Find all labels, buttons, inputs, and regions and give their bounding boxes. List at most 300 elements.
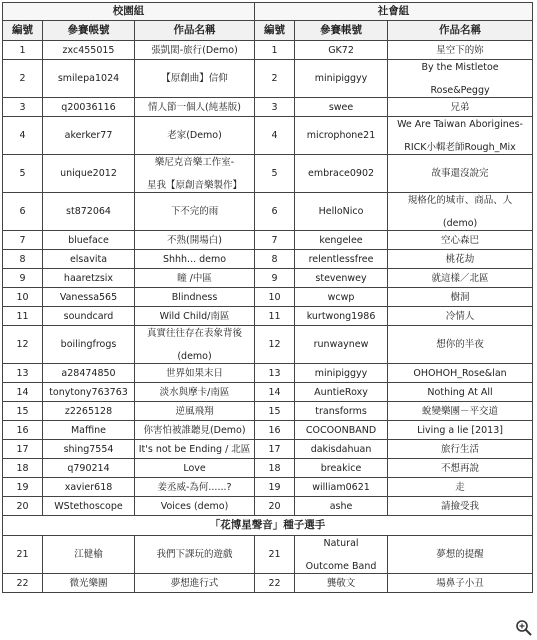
work-title-text: 場鼻子小丑 [436,577,484,589]
account-name [43,402,135,421]
entry-number [3,155,43,193]
work-title [135,478,255,497]
work-title [135,60,255,98]
work-title [388,155,533,193]
account-name-text: akerker77 [64,130,113,141]
entry-number [3,536,43,574]
col-header-no: 編號 [3,21,43,41]
account-name [43,307,135,326]
work-title-text: 空心森巴 [441,234,480,246]
work-title-text: 姜丞威-為何......? [157,481,232,493]
account-name [295,60,388,98]
table-row [3,497,533,516]
work-title-text: We Are Taiwan Aborigines- [397,118,523,130]
entry-number [3,421,43,440]
work-title [388,402,533,421]
work-title [135,269,255,288]
work-title [388,41,533,60]
entry-number [255,307,295,326]
work-title [388,364,533,383]
account-name-text: a28474850 [61,367,116,379]
account-name [43,440,135,459]
account-name-text: embrace0902 [307,168,375,179]
work-title [135,364,255,383]
account-name-text: HelloNico [318,206,364,217]
entry-number [255,574,295,593]
entry-number-text: 3 [19,101,26,113]
work-title-text: 我們下課玩的遊戲 [156,549,233,560]
work-title-text: 逆風飛翔 [175,405,214,417]
account-name-text: shing7554 [63,443,114,455]
account-name [295,41,388,60]
entry-number [3,307,43,326]
entry-number [255,459,295,478]
account-name-text: xavier618 [64,481,113,493]
entry-number-text: 18 [16,462,29,474]
work-title-text: 規格化的城市、商品、人 [407,194,513,206]
account-name-text: ashe [329,500,353,512]
table-row [3,41,533,60]
account-name-text: z2265128 [64,405,113,417]
entry-number [3,326,43,364]
entry-number [255,41,295,60]
entry-number-text: 4 [19,130,26,141]
account-name [295,98,388,117]
account-name-text: william0621 [312,481,370,493]
work-title-text: By the Mistletoe [421,61,499,73]
seed-section-title: 「花博星聲音」種子選手 [3,516,533,536]
entry-number-text: 15 [16,405,29,417]
work-title-text-line2: Rose&Peggy [430,84,490,96]
entry-number [255,231,295,250]
table-row [3,326,533,364]
entry-number-text: 20 [268,500,281,512]
work-title-text: 旅行生活 [441,443,480,455]
account-name-text: AuntieRoxy [314,386,368,398]
col-header-no: 編號 [255,21,295,41]
account-name-text: q790214 [67,462,110,474]
entry-number-text: 18 [268,462,281,474]
table-row [3,269,533,288]
entry-number [3,41,43,60]
table-row [3,478,533,497]
entry-number-text: 4 [271,130,278,141]
work-title-text: 真實往往存在表象背後 [147,327,243,339]
account-name [295,364,388,383]
entry-number-text: 9 [19,272,26,284]
entry-number [255,536,295,574]
entry-number [3,402,43,421]
work-title [135,155,255,193]
account-name [43,421,135,440]
account-name [295,269,388,288]
work-title [135,383,255,402]
entry-number [3,478,43,497]
account-name-text-line2: Outcome Band [305,560,377,572]
account-name [295,155,388,193]
table-row [3,421,533,440]
table-row [3,440,533,459]
work-title [135,459,255,478]
entry-number-text: 5 [19,168,26,179]
account-name-text: blueface [68,234,109,246]
work-title-text: 淡水與摩卡/南區 [159,386,230,398]
account-name-text: tonytony763763 [49,386,128,398]
work-title [388,326,533,364]
entry-number-text: 14 [268,386,281,398]
entry-number [3,117,43,155]
entry-number-text: 10 [16,291,29,303]
entry-number-text: 8 [271,253,278,265]
entry-number-text: 13 [268,367,281,379]
work-title [135,497,255,516]
entry-number [255,155,295,193]
work-title-text: It's not be Ending / 北區 [138,443,251,455]
account-name-text: minipiggyy [314,367,368,379]
entry-number [255,288,295,307]
magnifier-zoom-icon[interactable] [515,619,533,637]
account-name [43,459,135,478]
account-name-text: dakisdahuan [310,443,372,455]
work-title [135,536,255,574]
table-row [3,364,533,383]
account-name [43,155,135,193]
account-name-text: boilingfrogs [60,339,117,350]
work-title-text: 情人節一個人(純基版) [148,101,241,113]
work-title [388,269,533,288]
entry-number-text: 16 [268,424,281,436]
public-group-header: 社會組 [255,3,533,21]
entry-number-text: 5 [271,168,278,179]
work-title [388,60,533,98]
entry-number-text: 1 [19,44,26,56]
entry-number [255,478,295,497]
entry-number-text: 21 [268,549,281,560]
entry-number-text: 16 [16,424,29,436]
work-title-text: 故事還沒說完 [431,168,489,179]
account-name [295,574,388,593]
account-name [295,440,388,459]
work-title-text: 樂尼克音樂工作室- [154,156,235,168]
account-name [43,117,135,155]
work-title [135,421,255,440]
account-name-text: WStethoscope [54,500,123,512]
work-title-text: Wild Child/南區 [159,310,230,322]
account-name [43,326,135,364]
entry-number [3,193,43,231]
account-name-text: kurtwong1986 [306,310,376,322]
work-title-text: 星空下的妳 [436,44,484,56]
work-title-text: Voices (demo) [160,500,229,512]
account-name-text: 江健榆 [74,549,103,560]
work-title [135,250,255,269]
table-row [3,459,533,478]
account-name [43,98,135,117]
work-title [135,307,255,326]
entry-number [3,269,43,288]
entry-number [255,497,295,516]
account-name-text: breakice [320,462,362,474]
entry-number [3,497,43,516]
entry-number [3,574,43,593]
work-title [388,440,533,459]
account-name [295,117,388,155]
table-row [3,307,533,326]
entry-number-text: 22 [16,577,29,589]
account-name [295,536,388,574]
work-title [388,478,533,497]
work-title-text: Blindness [171,291,218,303]
entry-number-text: 11 [16,310,29,322]
work-title-text-line2: (demo) [177,350,212,362]
account-name-text: 龔敬文 [326,577,356,589]
account-name [43,250,135,269]
account-name [43,383,135,402]
entry-number [255,383,295,402]
account-name-text: Natural [323,537,359,549]
account-name-text: kengelee [319,234,363,246]
work-title [388,307,533,326]
account-name [295,231,388,250]
entry-number [255,269,295,288]
table-row [3,60,533,98]
entry-number-text: 14 [16,386,29,398]
account-name [295,288,388,307]
account-name [43,536,135,574]
entry-number-text: 13 [16,367,29,379]
work-title-text: OHOHOH_Rose&lan [413,367,507,379]
account-name [43,269,135,288]
table-row [3,117,533,155]
work-title [135,440,255,459]
work-title [388,574,533,593]
account-name-text: minipiggyy [314,73,368,84]
work-title-text: 你害怕被誰聽見(Demo) [143,424,246,436]
entry-number-text: 17 [268,443,281,455]
table-row [3,288,533,307]
account-name [43,60,135,98]
account-name-text: soundcard [63,310,114,322]
work-title-text: 世界如果末日 [166,367,224,379]
account-name [295,421,388,440]
work-title-text: 老家(Demo) [167,130,222,141]
work-title [388,98,533,117]
entry-number [3,60,43,98]
entry-number [255,421,295,440]
work-title [135,193,255,231]
work-title-text: 夢想的提醒 [436,549,484,560]
work-title-text: 【原創曲】信仰 [161,73,228,84]
entry-number-text: 9 [271,272,278,284]
account-name-text: elsavita [69,253,108,265]
work-title [388,421,533,440]
work-title [388,250,533,269]
work-title [135,402,255,421]
account-name-text: transforms [315,405,367,417]
entry-number [3,98,43,117]
work-title [135,98,255,117]
account-name-text: Maffine [70,424,107,436]
work-title-text: 不熟(開場白) [167,234,222,246]
entry-number [3,440,43,459]
account-name [295,326,388,364]
entry-number-text: 19 [16,481,29,493]
work-title-text: 張凱閎-旅行(Demo) [151,44,238,56]
account-name-text: smilepa1024 [57,73,120,84]
work-title [388,117,533,155]
entry-number-text: 10 [268,291,281,303]
work-title [135,117,255,155]
account-name [43,364,135,383]
entry-number-text: 22 [268,577,281,589]
contest-table [2,2,533,593]
entry-number-text: 12 [268,339,281,350]
account-name [295,402,388,421]
work-title-text: 瞳 /中區 [177,272,212,284]
work-title [135,326,255,364]
work-title [135,41,255,60]
entry-number-text: 20 [16,500,29,512]
entry-number [255,193,295,231]
account-name [43,574,135,593]
table-row [3,402,533,421]
work-title [135,231,255,250]
work-title-text-line2: (demo) [442,217,478,229]
work-title-text: 請撿受我 [441,500,480,512]
account-name [295,497,388,516]
work-title [135,288,255,307]
work-title [135,574,255,593]
entry-number [255,60,295,98]
entry-number-text: 6 [19,206,26,217]
table-row [3,536,533,574]
col-header-account: 參賽帳號 [295,21,388,41]
account-name [43,41,135,60]
entry-number [255,364,295,383]
account-name-text: 微光樂團 [69,577,108,589]
account-name-text: microphone21 [306,130,376,141]
account-name [43,497,135,516]
work-title [388,288,533,307]
entry-number-text: 2 [271,73,278,84]
work-title-text: Living a lie [2013] [417,424,503,436]
work-title [388,497,533,516]
work-title-text: 夢想進行式 [170,577,219,589]
work-title-text-line2: 星我【原創音樂製作】 [147,179,243,191]
entry-number [3,364,43,383]
work-title [388,459,533,478]
work-title-text: Love [183,462,206,474]
entry-number-text: 1 [271,44,278,56]
entry-number-text: 7 [271,234,278,246]
school-group-header: 校園組 [3,3,255,21]
table-row [3,383,533,402]
col-header-account: 參賽帳號 [43,21,135,41]
entry-number [255,250,295,269]
account-name-text: COCOONBAND [305,424,377,436]
work-title-text: 桃花劫 [445,253,475,265]
work-title [388,193,533,231]
account-name [295,478,388,497]
entry-number-text: 15 [268,405,281,417]
account-name [295,250,388,269]
entry-number [3,288,43,307]
table-row [3,250,533,269]
entry-number [3,459,43,478]
entry-number-text: 19 [268,481,281,493]
work-title-text: Shhh... demo [162,253,227,265]
account-name [295,383,388,402]
account-name-text: GK72 [328,44,354,56]
entry-number-text: 11 [268,310,281,322]
account-name-text: haaretzsix [63,272,114,284]
account-name-text: stevenwey [315,272,367,284]
work-title-text: 就這樣／北區 [431,272,489,284]
entry-number [3,231,43,250]
col-header-work: 作品名稱 [135,21,255,41]
table-row [3,193,533,231]
account-name-text: wcwp [327,291,355,303]
account-name-text: swee [328,101,354,113]
entry-number-text: 6 [271,206,278,217]
account-name-text: q20036116 [61,101,116,113]
entry-number [255,117,295,155]
account-name-text: zxc455015 [62,44,115,56]
entry-number [255,402,295,421]
entry-number [255,98,295,117]
work-title-text: 想你的半夜 [436,339,484,350]
entry-number-text: 12 [16,339,29,350]
work-title-text: 下不完的雨 [170,206,219,217]
account-name [43,231,135,250]
table-row [3,574,533,593]
entry-number [255,326,295,364]
account-name [43,288,135,307]
account-name-text: Vanessa565 [59,291,118,303]
table-row [3,155,533,193]
account-name [295,307,388,326]
table-row [3,98,533,117]
entry-number-text: 8 [19,253,26,265]
work-title-text: 不想再說 [441,462,480,474]
account-name [43,193,135,231]
work-title-text: Nothing At All [427,386,493,398]
entry-number [255,440,295,459]
account-name-text: st872064 [66,206,111,217]
entry-number-text: 2 [19,73,26,84]
work-title-text: 冷情人 [445,310,475,322]
work-title-text: 兄弟 [450,101,470,113]
entry-number [3,383,43,402]
entry-number-text: 17 [16,443,29,455]
entry-number-text: 21 [16,549,29,560]
account-name-text: relentlessfree [308,253,374,265]
work-title-text: 走 [455,481,465,493]
account-name [43,478,135,497]
work-title [388,536,533,574]
entry-number [3,250,43,269]
account-name [295,193,388,231]
work-title [388,231,533,250]
col-header-work: 作品名稱 [388,21,533,41]
work-title-text-line2: RICK小輯老師Rough_Mix [404,141,516,153]
account-name-text: runwaynew [313,339,369,350]
work-title-text: 蛻變樂團－平交道 [422,405,499,417]
table-row [3,231,533,250]
entry-number-text: 7 [19,234,26,246]
work-title [388,383,533,402]
account-name-text: unique2012 [60,168,117,179]
